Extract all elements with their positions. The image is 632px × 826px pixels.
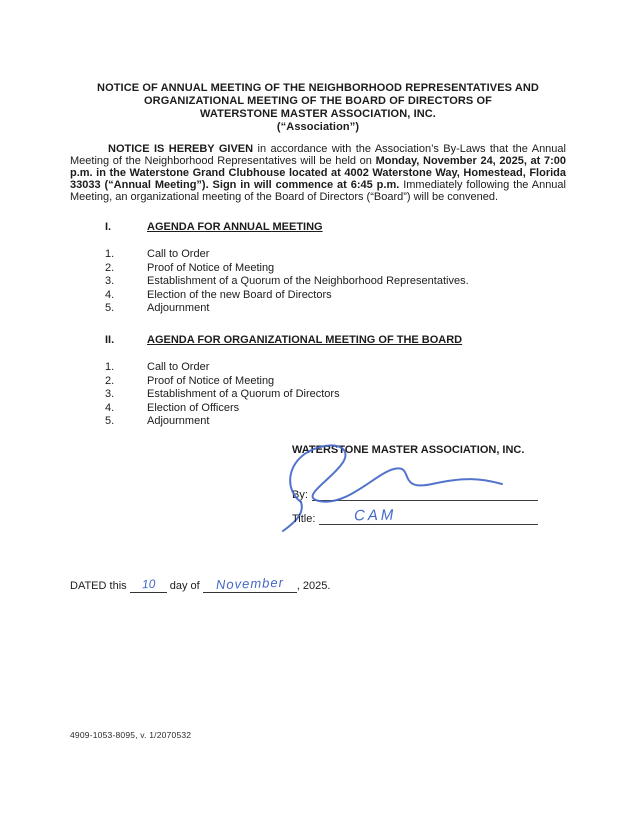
item-text: Adjournment: [147, 415, 210, 428]
signature-title-row: [292, 508, 538, 525]
item-text: Call to Order: [147, 248, 210, 260]
day-blank: [130, 578, 167, 593]
section-title: AGENDA FOR ORGANIZATIONAL MEETING OF THE BOARD: [147, 333, 463, 346]
title-line-3: WATERSTONE MASTER ASSOCIATION, INC.: [200, 108, 436, 120]
title-line-2: ORGANIZATIONAL MEETING OF THE BOARD OF DIRECTORS OF: [144, 95, 492, 107]
item-number: 4.: [105, 401, 115, 414]
item-text: Proof of Notice of Meeting: [147, 261, 275, 274]
agenda-item: [70, 289, 566, 303]
item-number: 3.: [105, 275, 115, 288]
item-text: Election of Officers: [147, 401, 240, 414]
day-handwritten-value: 10: [141, 576, 156, 592]
title-signature-line: [319, 507, 538, 525]
item-text: Call to Order: [147, 360, 210, 373]
item-number: 2.: [105, 374, 115, 387]
notice-bold-intro: NOTICE IS HEREBY GIVEN: [108, 143, 254, 155]
month-handwritten-value: November: [215, 574, 284, 593]
agenda-item: [70, 402, 566, 416]
item-number: 1.: [105, 248, 115, 260]
dated-middle: day of: [166, 579, 203, 592]
notice-text-1: in accordance with the Association’s By-Laws that the Annual Meeting of the Neighborhood Representatives will be held on: [70, 143, 566, 167]
section-title: AGENDA FOR ANNUAL MEETING: [147, 221, 323, 233]
agenda-item: [70, 388, 566, 402]
agenda-item: [70, 248, 566, 262]
section-annual-meeting: [70, 221, 566, 316]
title-handwritten-value: CAM: [353, 506, 397, 525]
signature-by-row: [292, 484, 538, 501]
section-heading: [70, 334, 566, 347]
notice-text-2: Immediately following the Annual Meeting, an organizational meeting of the Board of Directors (“Board”) will be convened.: [70, 179, 566, 203]
notice-bold-details: Monday, November 24, 2025, at 7:00 p.m. in the Waterstone Grand Clubhouse located at 4002 Waterstone Way, Homestead, Florida 33033 (“Annual Meeting”). Sign in will commence at 6:45 p.m.: [70, 155, 566, 191]
dated-line: [70, 574, 566, 593]
agenda-item: [70, 275, 566, 289]
dated-prefix: DATED this: [70, 579, 130, 592]
item-text: Establishment of a Quorum of the Neighborhood Representatives.: [147, 275, 469, 288]
dated-suffix: , 2025.: [296, 579, 331, 592]
by-signature-line: [312, 483, 538, 501]
by-label: By:: [292, 488, 308, 501]
item-text: Adjournment: [147, 302, 210, 315]
signature-block: [292, 444, 538, 525]
notice-paragraph: [70, 143, 566, 203]
item-text: Election of the new Board of Directors: [147, 288, 332, 301]
item-number: 1.: [105, 360, 115, 373]
item-number: 4.: [105, 288, 115, 301]
item-text: Establishment of a Quorum of Directors: [147, 388, 340, 401]
document-reference-number: 4909-1053-8095, v. 1/2070532: [70, 730, 192, 740]
agenda-item: [70, 361, 566, 375]
section-heading: [70, 221, 566, 234]
agenda-list: [70, 248, 566, 316]
month-blank: [203, 574, 297, 593]
section-numeral: I.: [105, 221, 112, 233]
section-numeral: II.: [105, 333, 115, 346]
agenda-item: [70, 262, 566, 276]
agenda-item: [70, 302, 566, 316]
document-content: [70, 82, 566, 593]
signature-company-name: WATERSTONE MASTER ASSOCIATION, INC.: [292, 443, 525, 456]
item-number: 2.: [105, 261, 115, 274]
section-organizational-meeting: [70, 334, 566, 429]
document-title: [70, 82, 566, 134]
item-text: Proof of Notice of Meeting: [147, 374, 275, 387]
title-line-1: NOTICE OF ANNUAL MEETING OF THE NEIGHBORHOOD REPRESENTATIVES AND: [97, 82, 539, 94]
title-label: Title:: [292, 512, 316, 525]
agenda-list: [70, 361, 566, 429]
agenda-item: [70, 375, 566, 389]
item-number: 5.: [105, 415, 115, 428]
item-number: 3.: [105, 388, 115, 401]
agenda-item: [70, 415, 566, 429]
title-line-4: (“Association”): [276, 121, 360, 133]
item-number: 5.: [105, 302, 115, 315]
